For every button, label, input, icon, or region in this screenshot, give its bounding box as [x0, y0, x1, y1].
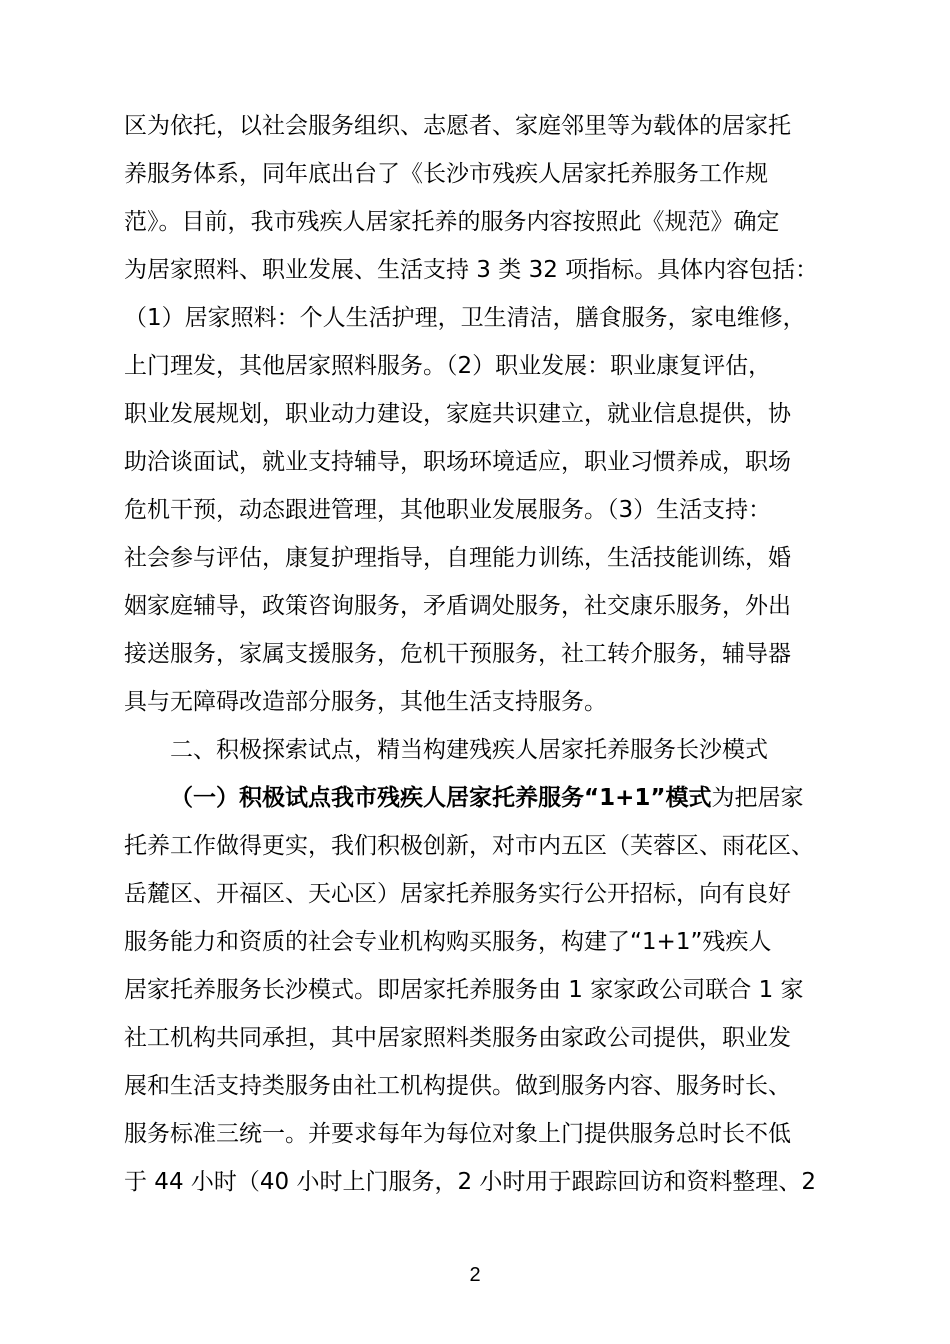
paragraph-line: 展和生活支持类服务由社工机构提供。做到服务内容、服务时长、: [124, 1073, 791, 1099]
paragraph-line: 职业发展规划，职业动力建设，家庭共识建立，就业信息提供，协: [124, 401, 791, 427]
paragraph-line: 具与无障碍改造部分服务，其他生活支持服务。: [124, 689, 607, 715]
paragraph-line: 上门理发，其他居家照料服务。（2）职业发展：职业康复评估，: [124, 353, 772, 379]
page-number: 2: [469, 1264, 481, 1286]
paragraph-line: 姻家庭辅导，政策咨询服务，矛盾调处服务，社交康乐服务，外出: [124, 593, 791, 619]
subsection-heading: （一）积极试点我市残疾人居家托养服务“1+1”模式: [170, 785, 712, 811]
paragraph-line: 养服务体系，同年底出台了《长沙市残疾人居家托养服务工作规: [124, 161, 768, 187]
section-heading: 二、积极探索试点，精当构建残疾人居家托养服务长沙模式: [170, 737, 768, 763]
subsection-line: [170, 784, 850, 812]
paragraph-line: 为居家照料、职业发展、生活支持 3 类 32 项指标。具体内容包括：: [124, 257, 819, 283]
paragraph-line: （1）居家照料：个人生活护理，卫生清洁，膳食服务，家电维修，: [124, 305, 806, 331]
paragraph-line: 岳麓区、开福区、天心区）居家托养服务实行公开招标，向有良好: [124, 881, 791, 907]
paragraph-line: 范》。目前，我市残疾人居家托养的服务内容按照此《规范》确定: [124, 209, 780, 235]
paragraph-line: 托养工作做得更实，我们积极创新，对市内五区（芙蓉区、雨花区、: [124, 833, 814, 859]
paragraph-line: 危机干预，动态跟进管理，其他职业发展服务。（3）生活支持：: [124, 497, 772, 523]
paragraph-line: 区为依托，以社会服务组织、志愿者、家庭邻里等为载体的居家托: [124, 113, 791, 139]
paragraph-line: 于 44 小时（40 小时上门服务，2 小时用于跟踪回访和资料整理、2: [124, 1169, 817, 1195]
paragraph-line: 社会参与评估，康复护理指导，自理能力训练，生活技能训练，婚: [124, 545, 791, 571]
subsection-text: 为把居家: [711, 785, 804, 811]
paragraph-line: 助洽谈面试，就业支持辅导，职场环境适应，职业习惯养成，职场: [124, 449, 791, 475]
paragraph-line: 服务标准三统一。并要求每年为每位对象上门提供服务总时长不低: [124, 1121, 791, 1147]
paragraph-line: 社工机构共同承担，其中居家照料类服务由家政公司提供，职业发: [124, 1025, 791, 1051]
paragraph-line: 接送服务，家属支援服务，危机干预服务，社工转介服务，辅导器: [124, 641, 791, 667]
paragraph-line: 服务能力和资质的社会专业机构购买服务，构建了“1+1”残疾人: [124, 929, 772, 955]
paragraph-line: 居家托养服务长沙模式。即居家托养服务由 1 家家政公司联合 1 家: [124, 977, 804, 1003]
